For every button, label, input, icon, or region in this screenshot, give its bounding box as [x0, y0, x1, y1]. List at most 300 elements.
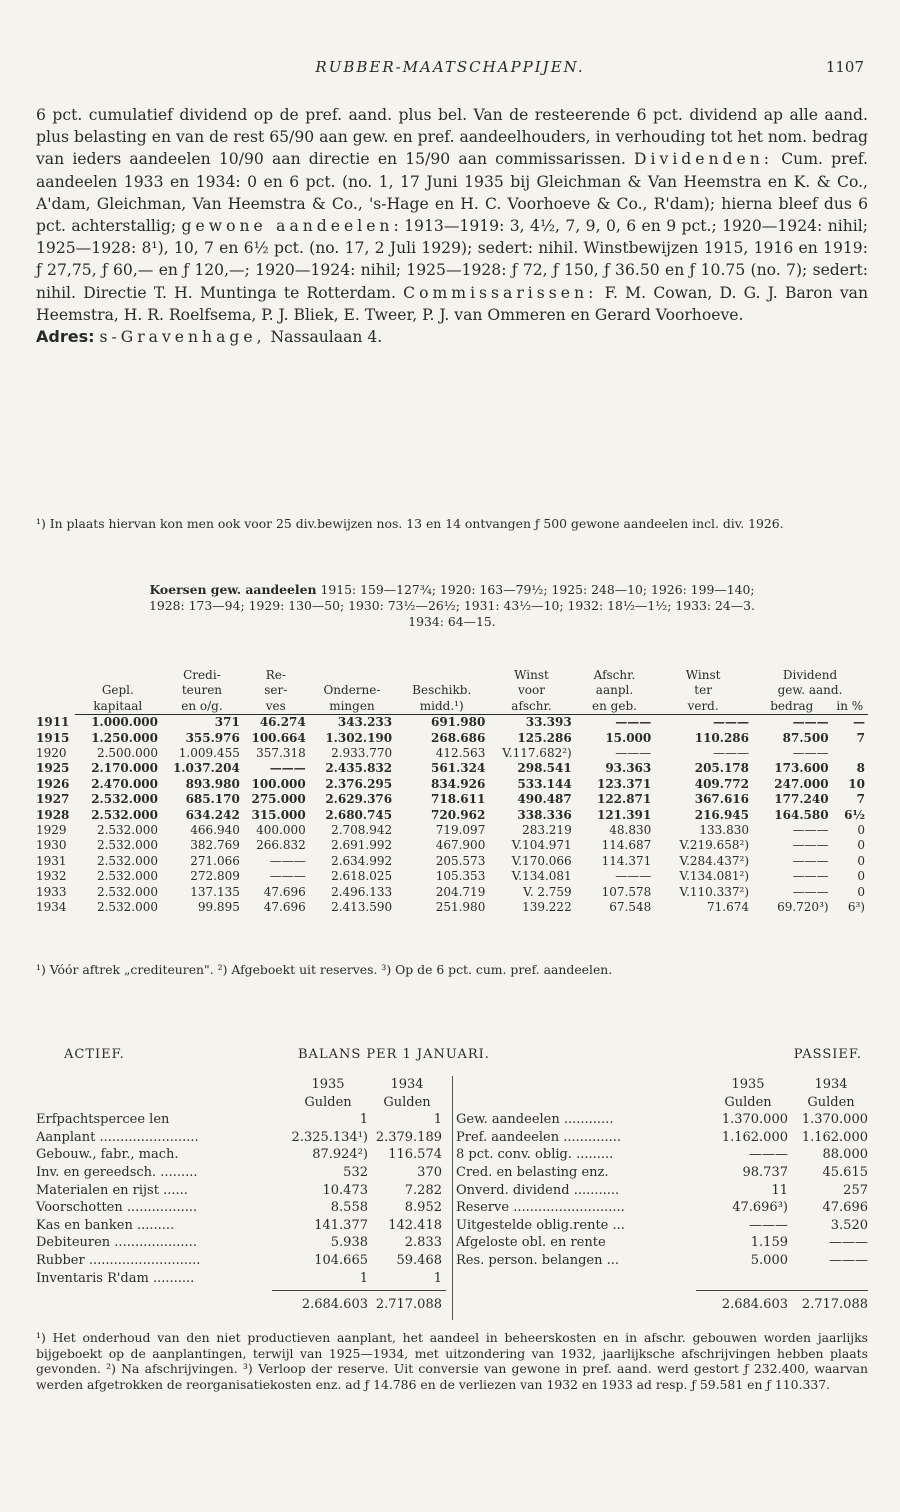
actief-item-label: Erfpachtspercee len	[36, 1112, 170, 1128]
table-cell: 8	[856, 761, 865, 776]
footnote-1: ¹) In plaats hiervan kon men ook voor 25 div.bewijzen nos. 13 en 14 ontvangen ƒ 500 gewone aandeelen incl. div. 1926.	[36, 516, 784, 531]
footnote-2: ¹) Vóór aftrek „crediteuren". ²) Afgeboekt uit reserves. ³) Op de 6 pct. cum. pref. aandeelen.	[36, 962, 613, 977]
passief-label: PASSIEF.	[793, 1047, 862, 1062]
table-cell: 7	[856, 730, 865, 745]
passief-value-1935: ———	[749, 1217, 788, 1233]
commissarissen-text: F. M. Cowan, D. G. J. Baron van Heemstra, H. R. Roelfsema, P. J. Bliek, E. Tweer, P. J. van Ommeren en Gerard Voorhoeve.	[36, 283, 869, 324]
actief-label: ACTIEF.	[64, 1047, 125, 1062]
table-cell: ———	[792, 884, 829, 899]
actief-value-1934: 1	[433, 1270, 442, 1286]
table-cell: 2.500.000	[96, 746, 159, 761]
table-cell: 409.772	[694, 776, 749, 791]
actief-item-label: Debiteuren ....................	[36, 1235, 197, 1251]
table-cell: 2.413.590	[331, 900, 393, 915]
year-cell: 1915	[36, 730, 70, 745]
table-cell: 2.170.000	[91, 761, 159, 776]
table-cell: ———	[615, 746, 652, 761]
table-row	[36, 869, 868, 884]
header-cell: en geb.	[575, 699, 655, 715]
passief-item-label: Res. person. belangen ...	[456, 1252, 619, 1268]
table-cell: 93.363	[605, 761, 652, 776]
actief-value-1934: 1	[433, 1112, 442, 1128]
table-cell: 139.222	[522, 900, 572, 915]
table-cell: 123.371	[596, 776, 652, 791]
table-cell: 47.696	[263, 900, 306, 915]
header-cell: afschr.	[488, 699, 574, 715]
header-cell-year	[36, 699, 75, 715]
financial-table	[36, 668, 868, 916]
table-cell: 275.000	[251, 792, 306, 807]
table-cell: V.134.081²)	[679, 869, 749, 884]
actief-total-1935: 2.684.603	[301, 1297, 368, 1312]
table-cell: 2.532.000	[96, 853, 159, 868]
koersen-label: Koersen gew. aandeelen	[149, 582, 317, 597]
table-cell: 6½	[844, 807, 865, 822]
table-cell: ———	[713, 746, 749, 761]
table-cell: 247.000	[774, 776, 829, 791]
table-row	[36, 715, 868, 731]
footnote-3: ¹) Het onderhoud van den niet productieven aanplant, het aandeel in beheerskosten en in afschr. gebouwen worden jaarlijks bijgeboekt op de aanplantingen, terwijl van 1925—1934, met uitzondering van 1932, jaarlijksche afschrijvingen hebben plaats gevonden. ²) Na afschrijvingen. ³) Verloop der reserve. Uit conversie van gewone in pref. aand. werd gestort ƒ 232.400, waarvan werden afgetrokken de reorganisatiekosten enz. ad ƒ 14.786 en de verliezen van 1932 en 1933 ad resp. ƒ 59.581 en ƒ 110.337.	[36, 1330, 868, 1392]
actief-value-1934: 116.574	[388, 1147, 442, 1163]
table-cell: 1.009.455	[178, 746, 240, 761]
passief-value-1934: 1.162.000	[801, 1129, 868, 1145]
passief-value-1934: 257	[843, 1182, 868, 1198]
passief-value-1934: 45.615	[822, 1164, 868, 1180]
year-1934: 1934	[390, 1077, 424, 1092]
actief-value-1935: 532	[343, 1164, 368, 1180]
passief-item	[456, 1234, 868, 1252]
table-cell: V.170.066	[511, 853, 572, 868]
year-cell: 1932	[36, 869, 67, 884]
table-cell: ———	[792, 853, 829, 868]
balans-year-row	[456, 1076, 868, 1094]
table-cell: 0	[857, 838, 865, 853]
table-cell: 1.000.000	[91, 715, 159, 730]
table-cell: 2.376.295	[325, 776, 393, 791]
table-cell: 2.618.025	[331, 869, 393, 884]
passief-item-label: Reserve ...........................	[456, 1200, 625, 1216]
table-row	[36, 792, 868, 807]
table-cell: 137.135	[190, 884, 240, 899]
balans-header	[36, 1047, 868, 1065]
table-cell: 2.680.745	[325, 807, 393, 822]
table-row	[36, 838, 868, 853]
table-cell: 216.945	[694, 807, 749, 822]
header-cell: Re-	[265, 668, 286, 682]
passief-value-1935: 1.159	[750, 1235, 788, 1251]
header-cell: teuren	[181, 683, 223, 698]
actief-value-1935: 1	[359, 1270, 368, 1286]
passief-item-label: Onverd. dividend ...........	[456, 1182, 620, 1198]
actief-value-1934: 142.418	[388, 1217, 442, 1233]
header-cell: voor	[518, 683, 545, 698]
table-cell: 48.830	[609, 823, 652, 838]
actief-column	[36, 1076, 446, 1312]
header-cell: en o/g.	[161, 699, 243, 715]
table-cell: V.117.682²)	[502, 746, 572, 761]
actief-total-1934: 2.717.088	[375, 1297, 442, 1312]
actief-value-1935: 1	[359, 1112, 368, 1128]
table-cell: 100.000	[251, 776, 306, 791]
header-cell	[75, 668, 161, 683]
gewone-dividend-text: 1913—1919: 3, 4½, 7, 9, 0, 6 en 9 pct.; 1920—1924: nihil; 1925—1928: 8¹), 10, 7 en 6½ pct. (no. 17, 2 Juli 1929); sedert: nihil. Winstbewijzen 1915, 1916 en 1919: ƒ 27,75, ƒ 60,— en ƒ 120,—; 1920—1924: nihil; 1925—1928: ƒ 72, ƒ 150, ƒ 36.50 en ƒ 10.75 (no. 7); sedert: nihil. Directie T. H. Muntinga te Rotterdam.	[36, 217, 869, 302]
koersen-block	[36, 582, 868, 630]
balans-unit-row	[36, 1094, 446, 1112]
table-cell: 6³)	[847, 900, 865, 915]
actief-item	[36, 1252, 446, 1270]
header-cell: kapitaal	[75, 699, 161, 715]
header-bedrag: bedrag	[752, 699, 832, 715]
table-row	[36, 854, 868, 869]
table-cell: 2.532.000	[96, 884, 159, 899]
actief-item	[36, 1270, 446, 1288]
table-header-row	[36, 699, 868, 715]
table-cell: 561.324	[431, 761, 486, 776]
table-cell: V. 2.759	[523, 884, 572, 899]
table-cell: 382.769	[190, 838, 240, 853]
table-cell: 718.611	[431, 792, 486, 807]
table-cell: 133.830	[699, 823, 749, 838]
table-cell: 107.578	[601, 884, 652, 899]
passief-column	[456, 1076, 868, 1312]
table-cell: 720.962	[431, 807, 486, 822]
table-cell: 87.500	[782, 730, 829, 745]
table-cell: 1.250.000	[91, 730, 159, 745]
table-cell: 2.708.942	[331, 823, 393, 838]
table-cell: 2.532.000	[96, 900, 159, 915]
table-cell: 400.000	[256, 823, 306, 838]
table-cell: ———	[792, 715, 829, 730]
table-cell: 2.933.770	[331, 746, 393, 761]
table-cell: 343.233	[337, 715, 393, 730]
actief-value-1934: 8.952	[404, 1200, 442, 1216]
actief-value-1935: 5.938	[330, 1235, 368, 1251]
year-cell: 1931	[36, 853, 67, 868]
table-cell: 47.696	[263, 884, 306, 899]
actief-value-1934: 2.833	[404, 1235, 442, 1251]
table-cell: V.219.658²)	[679, 838, 749, 853]
table-cell: 125.286	[517, 730, 572, 745]
table-cell: 173.600	[774, 761, 829, 776]
actief-value-1935: 141.377	[314, 1217, 368, 1233]
table-cell: 268.686	[431, 730, 486, 745]
passief-value-1934: 3.520	[830, 1217, 868, 1233]
table-header-row	[36, 668, 868, 683]
table-cell: 67.548	[609, 900, 652, 915]
table-cell: 2.532.000	[96, 838, 159, 853]
actief-value-1935: 8.558	[330, 1200, 368, 1216]
table-cell: 177.240	[774, 792, 829, 807]
passief-total-1935: 2.684.603	[721, 1297, 788, 1312]
table-cell: 271.066	[190, 853, 240, 868]
passief-item-label: Pref. aandeelen ..............	[456, 1129, 622, 1145]
year-cell: 1925	[36, 761, 70, 776]
table-cell: 1.302.190	[325, 730, 393, 745]
table-row	[36, 777, 868, 792]
actief-item-label: Inv. en gereedsch. .........	[36, 1164, 198, 1180]
actief-value-1934: 7.282	[404, 1182, 442, 1198]
passief-value-1934: ———	[829, 1235, 868, 1251]
table-cell: 121.391	[596, 807, 652, 822]
table-cell: 251.980	[435, 900, 486, 915]
unit-1935: Gulden	[724, 1094, 772, 1110]
balance-divider	[452, 1076, 453, 1320]
adres-label: Adres:	[36, 327, 95, 347]
table-cell: ———	[269, 869, 306, 884]
table-cell: 122.871	[596, 792, 652, 807]
koersen-line-1: 1915: 159—127¾; 1920: 163—79½; 1925: 248—10; 1926: 199—140;	[320, 582, 755, 597]
table-cell: 355.976	[185, 730, 240, 745]
header-dividend: Dividend	[782, 668, 838, 682]
table-cell: 298.541	[517, 761, 572, 776]
table-cell: V.284.437²)	[679, 853, 749, 868]
header-cell: Credi-	[183, 668, 221, 682]
passief-item-label: Cred. en belasting enz.	[456, 1164, 609, 1180]
koersen-line-2: 1928: 173—94; 1929: 130—50; 1930: 73½—26½; 1931: 43½—10; 1932: 18½—1½; 1933: 24—3.	[149, 598, 755, 613]
table-cell: 315.000	[251, 807, 306, 822]
header-cell: ter	[694, 683, 712, 698]
table-cell: 719.097	[435, 823, 486, 838]
year-cell: 1934	[36, 900, 67, 915]
year-cell: 1927	[36, 792, 70, 807]
actief-value-1935: 2.325.134¹)	[291, 1129, 368, 1145]
header-cell-year	[36, 668, 75, 683]
year-1935: 1935	[731, 1077, 765, 1092]
passief-item-label: Gew. aandeelen ............	[456, 1112, 614, 1128]
header-cell: ser-	[264, 683, 288, 698]
header-cell: Gepl.	[101, 683, 134, 698]
running-title: RUBBER-MAATSCHAPPIJEN.	[315, 58, 585, 76]
year-1935: 1935	[311, 1077, 345, 1092]
table-cell: 10	[848, 776, 865, 791]
header-cell: Afschr.	[593, 668, 636, 682]
table-cell: 0	[857, 869, 865, 884]
table-row	[36, 885, 868, 900]
balans-title: BALANS PER 1 JANUARI.	[298, 1047, 490, 1062]
page-header	[36, 58, 864, 82]
table-cell: 371	[214, 715, 240, 730]
table-cell: 2.496.133	[331, 884, 393, 899]
adres-street: Nassaulaan 4.	[270, 328, 383, 347]
actief-item	[36, 1146, 446, 1164]
passief-item	[456, 1217, 868, 1235]
passief-sum-line	[696, 1290, 868, 1291]
header-dividend-sub: gew. aand.	[777, 683, 843, 698]
table-cell: 100.664	[251, 730, 306, 745]
table-row	[36, 808, 868, 823]
table-cell	[832, 746, 868, 761]
table-cell: 2.532.000	[96, 869, 159, 884]
passief-item	[456, 1199, 868, 1217]
table-cell: 0	[857, 853, 865, 868]
adres-city: s-Gravenhage,	[99, 328, 266, 347]
table-cell: 412.563	[435, 746, 486, 761]
balans-year-row	[36, 1076, 446, 1094]
actief-item	[36, 1182, 446, 1200]
passief-value-1935: 1.370.000	[721, 1112, 788, 1128]
table-cell: 283.219	[522, 823, 572, 838]
passief-item-label: Uitgestelde oblig.rente ...	[456, 1217, 625, 1233]
table-cell: 357.318	[256, 746, 306, 761]
table-cell: ———	[792, 823, 829, 838]
header-cell: Onderne-	[323, 683, 381, 698]
table-cell: 2.634.992	[331, 853, 393, 868]
dividenden-label: Dividenden:	[634, 150, 774, 169]
passief-value-1935: 11	[771, 1182, 788, 1198]
passief-value-1934: 47.696	[822, 1200, 868, 1216]
table-row	[36, 746, 868, 761]
table-cell: 685.170	[185, 792, 240, 807]
table-cell: 2.629.376	[325, 792, 393, 807]
passief-value-1935: 98.737	[742, 1164, 788, 1180]
table-cell: 46.274	[259, 715, 306, 730]
table-cell: ———	[615, 869, 652, 884]
table-cell: 7	[856, 792, 865, 807]
passief-value-1934: 1.370.000	[801, 1112, 868, 1128]
actief-item-label: Rubber ...........................	[36, 1252, 201, 1268]
actief-item-label: Voorschotten .................	[36, 1200, 198, 1216]
table-cell: 2.532.000	[91, 807, 159, 822]
table-header-row	[36, 683, 868, 698]
actief-sum-line	[272, 1290, 446, 1291]
year-cell: 1930	[36, 838, 67, 853]
passief-item-label: 8 pct. conv. oblig. .........	[456, 1147, 614, 1163]
table-cell: ———	[269, 761, 306, 776]
table-cell: 105.353	[435, 869, 486, 884]
pref-dividend-text: Cum. pref. aandeelen 1933 en 1934: 0 en 6 pct. (no. 1, 17 Juni 1935 bij Gleichman & Van Heemstra en K. & Co., A'dam, Gleichman, Van Heemstra & Co., 's-Hage en H. C. Voorhoeve & Co., R'dam); hierna bleef dus 6 pct. achterstallig;	[36, 150, 868, 236]
header-cell: midd.¹)	[395, 699, 488, 715]
year-cell: 1928	[36, 807, 70, 822]
table-cell: 467.900	[435, 838, 486, 853]
header-in-pct: in %	[832, 699, 868, 715]
table-cell: 110.286	[694, 730, 749, 745]
table-row	[36, 823, 868, 838]
table-cell: 272.809	[190, 869, 240, 884]
table-cell: 2.532.000	[91, 792, 159, 807]
table-cell: 69.720³)	[777, 900, 829, 915]
table-cell: 114.687	[601, 838, 652, 853]
header-cell: Beschikb.	[412, 683, 472, 698]
table-cell: ———	[792, 838, 829, 853]
table-cell: V.104.971	[511, 838, 572, 853]
header-cell-year	[36, 683, 75, 698]
table-cell: 205.178	[694, 761, 749, 776]
actief-item-label: Inventaris R'dam ..........	[36, 1270, 195, 1286]
header-cell: mingen	[309, 699, 395, 715]
koersen-line-3: 1934: 64—15.	[408, 614, 496, 629]
passief-item-label: Afgeloste obl. en rente	[456, 1235, 606, 1251]
table-cell: 691.980	[431, 715, 486, 730]
table-row	[36, 761, 868, 776]
passief-value-1935: 47.696³)	[732, 1200, 788, 1216]
passief-item	[456, 1111, 868, 1129]
table-cell: ———	[792, 746, 829, 761]
header-cell: Winst	[514, 668, 549, 682]
company-description: 6 pct. cumulatief dividend op de pref. aand. plus bel. Van de resteerende 6 pct. dividend ap alle aand. plus belasting en van de rest 65/90 aan gew. en pref. aandeelhouders, in verhouding tot het nom. bedrag van ieders aandeelen 10/90 aan directie en 15/90 aan commissarissen. Dividenden: Cum. pref. aandeelen 1933 en 1934: 0 en 6 pct. (no. 1, 17 Juni 1935 bij Gleichman & Van Heemstra en K. & Co., A'dam, Gleichman, Van Heemstra & Co., 's-Hage en H. C. Voorhoeve & Co., R'dam); hierna bleef dus 6 pct. achterstallig; gewone aandeelen: 1913—1919: 3, 4½, 7, 9, 0, 6 en 9 pct.; 1920—1924: nihil; 1925—1928: 8¹), 10, 7 en 6½ pct. (no. 17, 2 Juli 1929); sedert: nihil. Winstbewijzen 1915, 1916 en 1919: ƒ 27,75, ƒ 60,— en ƒ 120,—; 1920—1924: nihil; 1925—1928: ƒ 72, ƒ 150, ƒ 36.50 en ƒ 10.75 (no. 7); sedert: nihil. Directie T. H. Muntinga te Rotterdam. Commissarissen: F. M. Cowan, D. G. J. Baron van Heemstra, H. R. Roelfsema, P. J. Bliek, E. Tweer, P. J. van Ommeren en Gerard Voorhoeve. Adres: s-Gravenhage, Nassaulaan 4.	[36, 106, 869, 347]
actief-item	[36, 1234, 446, 1252]
header-cell	[395, 668, 488, 683]
header-cell: verd.	[654, 699, 752, 715]
table-cell: 2.470.000	[91, 776, 159, 791]
table-cell: 71.674	[707, 900, 749, 915]
unit-1934: Gulden	[383, 1094, 431, 1110]
actief-value-1935: 104.665	[314, 1252, 368, 1268]
table-cell: 1.037.204	[173, 761, 240, 776]
gewone-aandeelen-label: gewone aandeelen	[181, 217, 394, 236]
table-cell: ———	[269, 853, 306, 868]
balance-sheet	[36, 1076, 868, 1320]
passief-item	[456, 1146, 868, 1164]
table-cell: V.110.337²)	[679, 884, 749, 899]
actief-item	[36, 1199, 446, 1217]
passief-total-1934: 2.717.088	[801, 1297, 868, 1312]
table-cell: 338.336	[517, 807, 572, 822]
table-cell: —	[853, 715, 865, 730]
table-cell: 2.532.000	[96, 823, 159, 838]
actief-item	[36, 1164, 446, 1182]
table-cell: 266.832	[256, 838, 306, 853]
passief-item	[456, 1129, 868, 1147]
year-cell: 1926	[36, 776, 70, 791]
balans-unit-row	[456, 1094, 868, 1112]
actief-value-1934: 2.379.189	[375, 1129, 442, 1145]
year-cell: 1911	[36, 714, 70, 729]
actief-value-1934: 370	[417, 1164, 442, 1180]
table-cell: 533.144	[517, 776, 572, 791]
unit-1934: Gulden	[807, 1094, 855, 1110]
passief-value-1935: ———	[749, 1147, 788, 1163]
table-cell: 99.895	[197, 900, 240, 915]
header-cell	[309, 668, 395, 683]
table-cell: 2.435.832	[325, 761, 393, 776]
table-cell: 0	[857, 823, 865, 838]
year-1934: 1934	[814, 1077, 848, 1092]
table-cell: ———	[792, 869, 829, 884]
actief-item-label: Kas en banken .........	[36, 1217, 175, 1233]
actief-item-label: Gebouw., fabr., mach.	[36, 1147, 179, 1163]
actief-item	[36, 1129, 446, 1147]
commissarissen-label: Commissarissen:	[403, 283, 598, 302]
table-cell: 490.487	[517, 792, 572, 807]
dividend-rules-text: 6 pct. cumulatief dividend op de pref. aand. plus bel. Van de resteerende 6 pct. dividend ap alle aand. plus belasting en van de rest 65/90 aan gew. en pref. aandeelhouders, in verhouding tot het nom. bedrag van ieders aandeelen 10/90 aan directie en 15/90 aan commissarissen.	[36, 106, 868, 169]
header-cell: Winst	[685, 668, 721, 682]
table-row	[36, 900, 868, 915]
table-cell: 164.580	[774, 807, 829, 822]
table-row	[36, 731, 868, 746]
table-cell: 893.980	[185, 776, 240, 791]
table-cell: 367.616	[694, 792, 749, 807]
table-cell: ———	[615, 715, 652, 730]
table-cell: 205.573	[435, 853, 486, 868]
table-cell: ———	[713, 715, 749, 730]
actief-value-1935: 87.924²)	[312, 1147, 368, 1163]
actief-value-1935: 10.473	[322, 1182, 368, 1198]
actief-item-label: Aanplant ........................	[36, 1129, 199, 1145]
actief-total-row	[36, 1296, 446, 1314]
passief-value-1934: 88.000	[822, 1147, 868, 1163]
actief-item	[36, 1217, 446, 1235]
passief-item	[456, 1164, 868, 1182]
passief-item	[456, 1252, 868, 1270]
table-cell: 15.000	[605, 730, 652, 745]
table-cell: 204.719	[435, 884, 486, 899]
year-cell: 1920	[36, 746, 67, 761]
table-cell: 33.393	[525, 715, 572, 730]
actief-item-label: Materialen en rijst ......	[36, 1182, 188, 1198]
passief-value-1934: ———	[829, 1252, 868, 1268]
year-cell: 1933	[36, 884, 67, 899]
table-cell: V.134.081	[511, 869, 572, 884]
